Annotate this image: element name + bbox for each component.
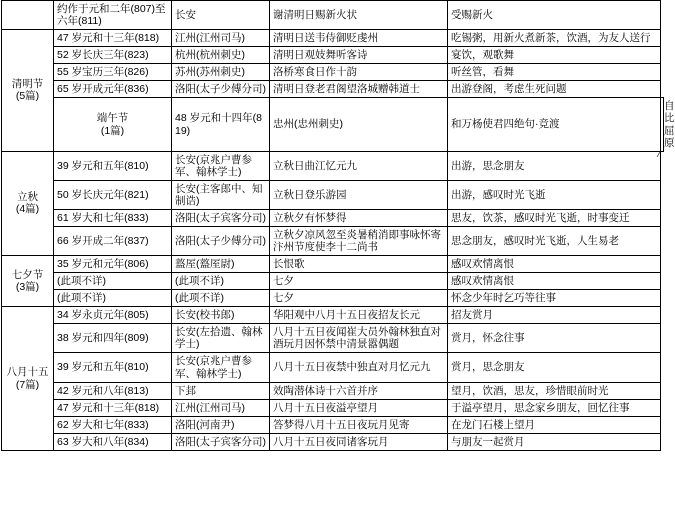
festival-group-count: (5篇) <box>15 90 40 103</box>
cell-theme: 自比屈原 ⁄ <box>661 98 664 151</box>
festival-group-count: (3篇) <box>15 281 40 294</box>
cell-title: 清明日送韦侍御贬虔州 <box>270 30 448 47</box>
cell-age-year: 61 岁大和七年(833) <box>54 209 172 226</box>
cell-title: 长恨歌 <box>270 256 448 273</box>
table-row <box>2 307 664 324</box>
cell-place: 盩厔(盩厔尉) <box>172 256 270 273</box>
cell-place: 洛阳(太子宾客分司) <box>172 433 270 450</box>
cell-place: 洛阳(河南尹) <box>172 416 270 433</box>
table-row <box>2 1 664 30</box>
cell-theme: 吃锡粥，用新火煮新茶，饮酒，为友人送行 <box>448 30 661 47</box>
cell-place: 忠州(忠州刺史) <box>270 98 448 151</box>
festival-group-cell <box>2 151 54 255</box>
table-row <box>2 273 664 290</box>
festival-group-name: 立秋 <box>17 191 38 204</box>
cell-place: 苏州(苏州刺史) <box>172 64 270 81</box>
cell-place: 江州(江州司马) <box>172 30 270 47</box>
cell-title: 谢清明日赐新火状 <box>270 1 448 30</box>
cell-place: 长安(京兆户曹参军、翰林学士) <box>172 151 270 180</box>
table-row <box>2 290 664 307</box>
cell-age-year: 63 岁大和八年(834) <box>54 433 172 450</box>
cell-title: 和万杨使君四绝句·竞渡 <box>448 98 661 151</box>
festival-group-count: (7篇) <box>15 378 40 391</box>
cell-theme: 听丝管，看舞 <box>448 64 661 81</box>
cell-title: 立秋夕有怀梦得 <box>270 209 448 226</box>
festival-group-cell <box>2 30 54 152</box>
cell-title: 八月十五日夜同诸客玩月 <box>270 433 448 450</box>
cell-age-year: 42 岁元和八年(813) <box>54 382 172 399</box>
table-row <box>2 180 664 209</box>
cell-age-year: 38 岁元和四年(809) <box>54 324 172 353</box>
cell-title: 八月十五日夜禁中独直对月忆元九 <box>270 353 448 382</box>
cell-age-year: 约作于元和二年(807)至六年(811) <box>54 1 172 30</box>
table-row <box>2 81 664 98</box>
cell-title: 清明日登老君阁望洛城赠韩道士 <box>270 81 448 98</box>
festival-group-name: 清明节 <box>11 78 44 91</box>
cell-theme: 赏月，思念朋友 <box>448 353 661 382</box>
cell-age-year: 62 岁大和七年(833) <box>54 416 172 433</box>
cell-place: 江州(江州司马) <box>172 399 270 416</box>
cell-title: 七夕 <box>270 273 448 290</box>
cell-age-year: (此项不详) <box>54 290 172 307</box>
festival-group-cell <box>2 256 54 307</box>
cell-theme: 在龙门石楼上望月 <box>448 416 661 433</box>
table-row <box>2 353 664 382</box>
cell-title: 七夕 <box>270 290 448 307</box>
cell-age-year: 65 岁开成元年(836) <box>54 81 172 98</box>
festival-group-name: 七夕节 <box>11 269 44 282</box>
cell-place: 洛阳(太子少傅分司) <box>172 81 270 98</box>
festival-group-cell <box>54 98 172 151</box>
table-body <box>2 1 675 451</box>
cell-place: (此项不详) <box>172 273 270 290</box>
cell-title: 答梦得八月十五日夜玩月见寄 <box>270 416 448 433</box>
cell-title: 华阳观中八月十五日夜招友长元 <box>270 307 448 324</box>
cell-theme: 招友赏月 <box>448 307 661 324</box>
table-row <box>2 64 664 81</box>
cell-theme: 感叹欢情离恨 <box>448 256 661 273</box>
table-row <box>2 399 664 416</box>
cell-theme: 赏月，怀念往事 <box>448 324 661 353</box>
cell-age-year: 34 岁永贞元年(805) <box>54 307 172 324</box>
cell-title: 洛桥寒食日作十韵 <box>270 64 448 81</box>
table-row <box>2 47 664 64</box>
cell-age-year: 52 岁长庆三年(823) <box>54 47 172 64</box>
cell-title: 八月十五日夜闻崔大员外翰林独直对酒玩月因怀禁中清景嚣偶题 <box>270 324 448 353</box>
cell-age-year: 55 岁宝历三年(826) <box>54 64 172 81</box>
table-row <box>2 256 664 273</box>
table-row <box>2 98 664 151</box>
cell-theme: 宴饮，观歌舞 <box>448 47 661 64</box>
cell-age-year: 66 岁开成二年(837) <box>54 226 172 255</box>
table-row <box>2 433 664 450</box>
cell-theme: 出游登阁，考虑生死问题 <box>448 81 661 98</box>
table-row <box>2 151 664 180</box>
cell-age-year: 47 岁元和十三年(818) <box>54 30 172 47</box>
cell-title: 八月十五日夜溢亭望月 <box>270 399 448 416</box>
cell-theme: 思念朋友，感叹时光飞逝，人生易老 <box>448 226 661 255</box>
table-row <box>2 226 664 255</box>
cell-age-year: 35 岁元和元年(806) <box>54 256 172 273</box>
cell-place: 洛阳(太子少傅分司) <box>172 226 270 255</box>
cell-title: 立秋日登乐游园 <box>270 180 448 209</box>
table-row <box>2 324 664 353</box>
cell-theme: 出游，思念朋友 <box>448 151 661 180</box>
cell-theme: 出游，感叹时光飞逝 <box>448 180 661 209</box>
cell-place: 长安(左拾遗、翰林学士) <box>172 324 270 353</box>
cell-title: 立秋夕凉风忽至炎暑稍消即事咏怀寄汴州节度使李十二尚书 <box>270 226 448 255</box>
cell-place: 洛阳(太子宾客分司) <box>172 209 270 226</box>
cell-title: 清明日观妓舞听客诗 <box>270 47 448 64</box>
table-row <box>2 209 664 226</box>
cell-theme: 于溢亭望月，思念家乡朋友，回忆往事 <box>448 399 661 416</box>
festival-group-cell <box>2 1 54 30</box>
cell-place: 下邽 <box>172 382 270 399</box>
festival-group-count: (1篇) <box>100 124 125 137</box>
festival-group-name: 八月十五 <box>6 366 49 379</box>
festival-group-count: (4篇) <box>15 203 40 216</box>
cell-place: 长安(京兆户曹参军、翰林学士) <box>172 353 270 382</box>
cell-theme: 思友，饮茶，感叹时光飞逝，时事变迁 <box>448 209 661 226</box>
cell-theme: 感叹欢情离恨 <box>448 273 661 290</box>
cell-title: 立秋日曲江忆元九 <box>270 151 448 180</box>
table-row <box>2 30 664 47</box>
cell-place: 杭州(杭州刺史) <box>172 47 270 64</box>
cell-age-year: 50 岁长庆元年(821) <box>54 180 172 209</box>
festival-poems-table <box>1 0 675 451</box>
cell-theme: 怀念少年时乞巧等往事 <box>448 290 661 307</box>
festival-group-name: 端午节 <box>96 112 129 125</box>
cell-age-year: 39 岁元和五年(810) <box>54 353 172 382</box>
table-row <box>2 416 664 433</box>
cell-theme: 与朋友一起赏月 <box>448 433 661 450</box>
table-row <box>2 382 664 399</box>
cell-place: 长安 <box>172 1 270 30</box>
stray-pen-mark: ⁄ <box>658 148 660 159</box>
cell-theme: 望月，饮酒，思友，珍惜眼前时光 <box>448 382 661 399</box>
cell-age-year: 48 岁元和十四年(819) <box>172 98 270 151</box>
cell-age-year: (此项不详) <box>54 273 172 290</box>
cell-place: 长安(校书郎) <box>172 307 270 324</box>
cell-age-year: 39 岁元和五年(810) <box>54 151 172 180</box>
festival-group-cell <box>2 307 54 451</box>
cell-place: (此项不详) <box>172 290 270 307</box>
cell-place: 长安(主客郎中、知制诰) <box>172 180 270 209</box>
cell-title: 效陶潜体诗十六首并序 <box>270 382 448 399</box>
cell-theme: 受赐新火 <box>448 1 661 30</box>
cell-age-year: 47 岁元和十三年(818) <box>54 399 172 416</box>
